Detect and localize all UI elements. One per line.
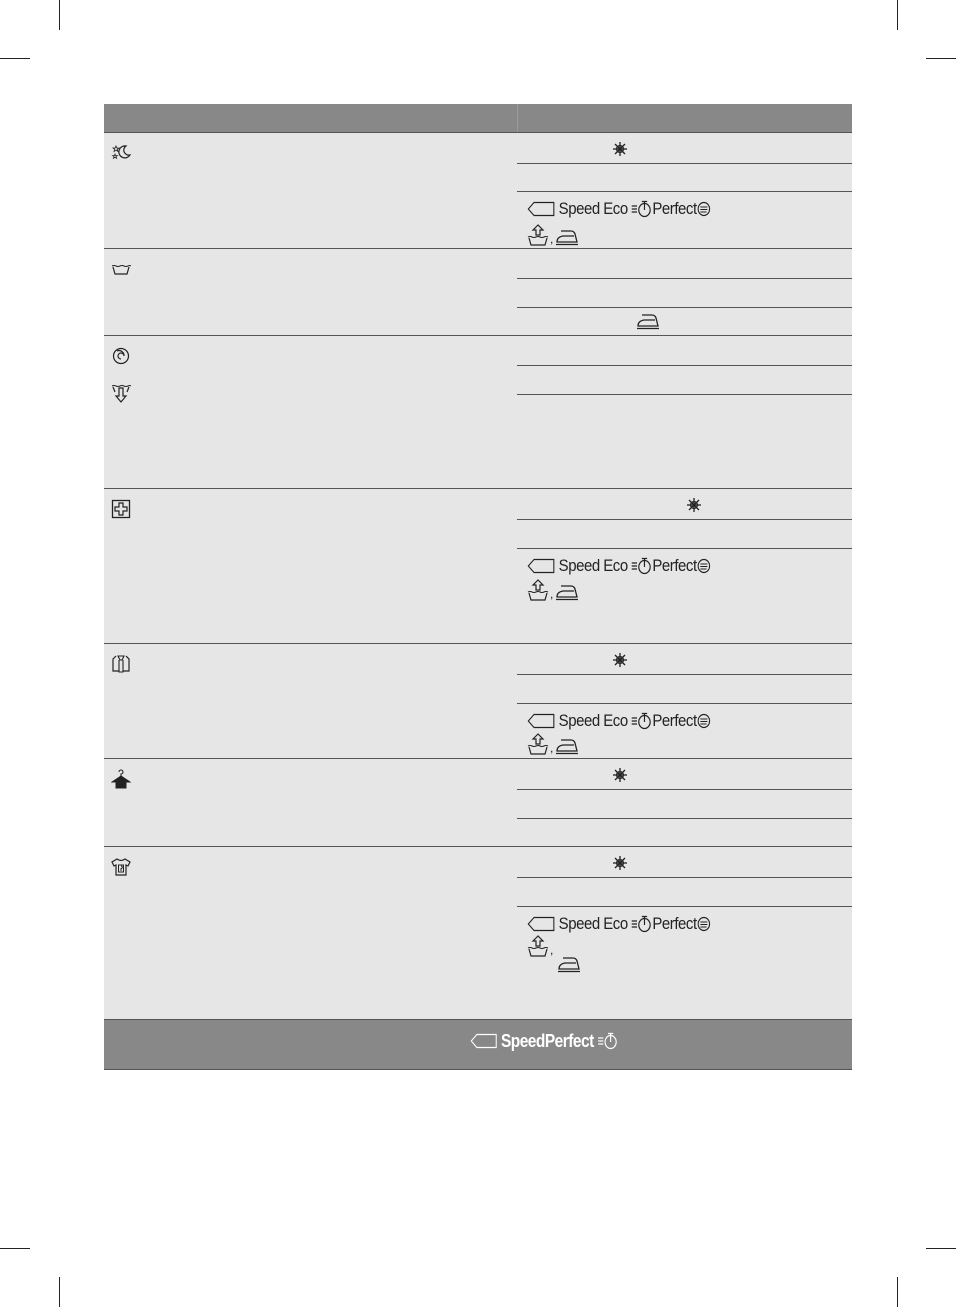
speed-label: Speed xyxy=(558,556,600,575)
setting-cell xyxy=(517,278,852,307)
setting-cell xyxy=(517,644,852,674)
header-divider xyxy=(517,104,518,132)
wash-up-icon xyxy=(527,935,549,957)
wash-up-icon xyxy=(527,733,549,755)
footer-feature xyxy=(470,1030,618,1052)
crop-mark xyxy=(897,0,898,30)
options-cell xyxy=(517,703,852,759)
setting-cell xyxy=(517,133,852,163)
speed-button-icon xyxy=(527,201,555,217)
crop-mark xyxy=(59,0,60,30)
options-cell xyxy=(517,906,852,1020)
eco-label: Eco xyxy=(603,199,628,218)
options-line xyxy=(527,913,711,935)
time-icon xyxy=(631,915,652,933)
iron-icon xyxy=(555,737,579,755)
setting-cell xyxy=(517,674,852,703)
care-line: , xyxy=(527,577,579,601)
programme-row xyxy=(104,248,852,335)
eco-label: Eco xyxy=(603,914,628,933)
snowflake-icon xyxy=(686,497,702,513)
perfect-icon xyxy=(697,558,711,574)
time-icon xyxy=(631,712,652,730)
eco-label: Eco xyxy=(603,556,628,575)
setting-cell xyxy=(517,759,852,789)
footer-bar xyxy=(104,1019,852,1070)
programme-row xyxy=(104,846,852,1019)
options-line xyxy=(527,198,711,220)
iron-icon xyxy=(636,312,660,330)
iron-icon xyxy=(555,228,579,246)
wash-tub-icon xyxy=(111,259,131,279)
perfect-label: Perfect xyxy=(652,711,697,730)
plus-box-icon xyxy=(111,499,131,519)
eco-label: Eco xyxy=(603,711,628,730)
speed-button-icon xyxy=(527,558,555,574)
options-line xyxy=(527,710,711,732)
programme-row xyxy=(104,643,852,758)
programme-row xyxy=(104,132,852,248)
perfect-icon xyxy=(697,201,711,217)
perfect-label: Perfect xyxy=(652,556,697,575)
crop-mark xyxy=(0,58,30,59)
perfect-label: Perfect xyxy=(652,914,697,933)
sport-shirt-icon xyxy=(111,857,131,877)
perfect-icon xyxy=(697,916,711,932)
options-cell xyxy=(517,191,852,249)
wash-up-icon xyxy=(527,579,549,601)
speed-button-icon xyxy=(470,1033,498,1049)
crop-mark xyxy=(926,58,956,59)
setting-cell xyxy=(517,489,852,519)
snowflake-icon xyxy=(612,652,628,668)
speed-label: Speed xyxy=(558,914,600,933)
snowflake-icon xyxy=(612,855,628,871)
care-line: , xyxy=(527,933,555,957)
programme-row xyxy=(104,335,852,488)
crop-mark xyxy=(0,1248,30,1249)
crop-mark xyxy=(59,1277,60,1307)
options-line xyxy=(527,555,711,577)
drain-icon xyxy=(111,382,131,404)
speed-button-icon xyxy=(527,916,555,932)
night-icon xyxy=(111,143,131,163)
care-line: , xyxy=(527,222,579,246)
crop-mark xyxy=(926,1248,956,1249)
iron-icon xyxy=(557,955,581,973)
options-cell xyxy=(517,548,852,644)
snowflake-icon xyxy=(612,141,628,157)
setting-cell xyxy=(517,336,852,365)
setting-cell xyxy=(517,307,852,336)
setting-cell xyxy=(517,394,852,489)
speed-label: Speed xyxy=(558,199,600,218)
time-icon xyxy=(631,557,652,575)
programme-row xyxy=(104,758,852,846)
care-line: , xyxy=(527,731,579,755)
setting-cell xyxy=(517,847,852,877)
crop-mark xyxy=(897,1277,898,1307)
programme-table xyxy=(104,104,852,1070)
perfect-label: Perfect xyxy=(652,199,697,218)
perfect-icon xyxy=(697,713,711,729)
wash-up-icon xyxy=(527,224,549,246)
setting-cell xyxy=(517,163,852,191)
programme-row xyxy=(104,488,852,643)
speed-label: Speed xyxy=(558,711,600,730)
setting-cell xyxy=(517,249,852,278)
iron-icon xyxy=(555,583,579,601)
time-icon xyxy=(597,1032,618,1050)
setting-cell xyxy=(517,365,852,394)
hanger-icon xyxy=(111,769,131,789)
speed-button-icon xyxy=(527,713,555,729)
setting-cell xyxy=(517,877,852,906)
table-header xyxy=(104,104,852,132)
setting-cell xyxy=(517,818,852,847)
snowflake-icon xyxy=(612,767,628,783)
setting-cell xyxy=(517,519,852,548)
speedperfect-label: SpeedPerfect xyxy=(500,1030,594,1051)
shirts-icon xyxy=(111,654,131,674)
setting-cell xyxy=(517,789,852,818)
spin-icon xyxy=(111,346,131,366)
time-icon xyxy=(631,200,652,218)
